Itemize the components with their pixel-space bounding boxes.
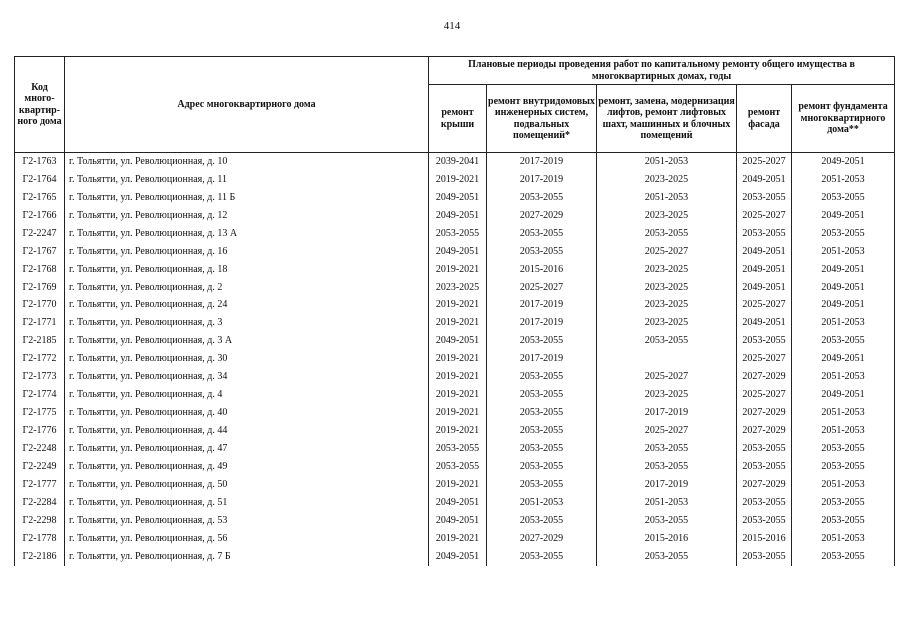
cell-foundation: 2049-2051 <box>792 207 895 225</box>
cell-code: Г2-1771 <box>15 314 65 332</box>
cell-elevators: 2051-2053 <box>597 189 737 207</box>
cell-foundation: 2051-2053 <box>792 530 895 548</box>
cell-roof: 2049-2051 <box>429 332 487 350</box>
cell-foundation: 2053-2055 <box>792 440 895 458</box>
cell-elevators: 2017-2019 <box>597 476 737 494</box>
table-row <box>15 261 895 279</box>
cell-code: Г2-2298 <box>15 512 65 530</box>
table-body <box>15 153 895 566</box>
table-row <box>15 225 895 243</box>
cell-facade: 2049-2051 <box>737 279 792 297</box>
cell-foundation: 2053-2055 <box>792 225 895 243</box>
cell-elevators: 2053-2055 <box>597 548 737 566</box>
cell-facade: 2027-2029 <box>737 368 792 386</box>
cell-engineering: 2053-2055 <box>487 332 597 350</box>
cell-roof: 2053-2055 <box>429 458 487 476</box>
cell-elevators: 2053-2055 <box>597 332 737 350</box>
cell-roof: 2023-2025 <box>429 279 487 297</box>
table-row <box>15 153 895 171</box>
cell-engineering: 2025-2027 <box>487 279 597 297</box>
cell-engineering: 2053-2055 <box>487 386 597 404</box>
cell-foundation: 2049-2051 <box>792 153 895 171</box>
cell-roof: 2019-2021 <box>429 422 487 440</box>
cell-elevators: 2023-2025 <box>597 386 737 404</box>
cell-facade: 2049-2051 <box>737 171 792 189</box>
cell-address: г. Тольятти, ул. Революционная, д. 49 <box>65 458 429 476</box>
cell-facade: 2025-2027 <box>737 350 792 368</box>
cell-engineering: 2017-2019 <box>487 171 597 189</box>
cell-engineering: 2053-2055 <box>487 368 597 386</box>
cell-code: Г2-1768 <box>15 261 65 279</box>
cell-code: Г2-1766 <box>15 207 65 225</box>
cell-elevators: 2051-2053 <box>597 153 737 171</box>
cell-roof: 2049-2051 <box>429 548 487 566</box>
cell-address: г. Тольятти, ул. Революционная, д. 34 <box>65 368 429 386</box>
table-row <box>15 350 895 368</box>
cell-facade: 2027-2029 <box>737 476 792 494</box>
cell-foundation: 2051-2053 <box>792 368 895 386</box>
table-row <box>15 494 895 512</box>
cell-facade: 2049-2051 <box>737 261 792 279</box>
cell-engineering: 2053-2055 <box>487 458 597 476</box>
cell-foundation: 2053-2055 <box>792 494 895 512</box>
table-row <box>15 530 895 548</box>
cell-engineering: 2053-2055 <box>487 422 597 440</box>
cell-foundation: 2053-2055 <box>792 458 895 476</box>
cell-roof: 2019-2021 <box>429 350 487 368</box>
cell-code: Г2-2248 <box>15 440 65 458</box>
cell-address: г. Тольятти, ул. Революционная, д. 56 <box>65 530 429 548</box>
table-row <box>15 189 895 207</box>
cell-address: г. Тольятти, ул. Революционная, д. 18 <box>65 261 429 279</box>
cell-facade: 2053-2055 <box>737 512 792 530</box>
cell-roof: 2049-2051 <box>429 243 487 261</box>
cell-engineering: 2053-2055 <box>487 225 597 243</box>
cell-foundation: 2053-2055 <box>792 332 895 350</box>
table-row <box>15 512 895 530</box>
cell-roof: 2019-2021 <box>429 386 487 404</box>
cell-facade: 2053-2055 <box>737 225 792 243</box>
cell-address: г. Тольятти, ул. Революционная, д. 2 <box>65 279 429 297</box>
cell-facade: 2025-2027 <box>737 207 792 225</box>
cell-elevators: 2023-2025 <box>597 261 737 279</box>
cell-roof: 2049-2051 <box>429 494 487 512</box>
cell-address: г. Тольятти, ул. Революционная, д. 40 <box>65 404 429 422</box>
cell-engineering: 2027-2029 <box>487 207 597 225</box>
cell-engineering: 2017-2019 <box>487 350 597 368</box>
cell-engineering: 2053-2055 <box>487 512 597 530</box>
cell-facade: 2053-2055 <box>737 332 792 350</box>
cell-engineering: 2017-2019 <box>487 297 597 315</box>
cell-foundation: 2051-2053 <box>792 314 895 332</box>
table-row <box>15 207 895 225</box>
cell-roof: 2019-2021 <box>429 171 487 189</box>
cell-address: г. Тольятти, ул. Революционная, д. 50 <box>65 476 429 494</box>
cell-roof: 2019-2021 <box>429 368 487 386</box>
cell-code: Г2-1778 <box>15 530 65 548</box>
cell-code: Г2-2284 <box>15 494 65 512</box>
cell-elevators: 2025-2027 <box>597 422 737 440</box>
cell-elevators: 2025-2027 <box>597 368 737 386</box>
cell-address: г. Тольятти, ул. Революционная, д. 3 <box>65 314 429 332</box>
cell-code: Г2-1777 <box>15 476 65 494</box>
cell-elevators: 2015-2016 <box>597 530 737 548</box>
cell-elevators <box>597 350 737 368</box>
cell-engineering: 2053-2055 <box>487 476 597 494</box>
table-header <box>15 57 895 153</box>
cell-elevators: 2017-2019 <box>597 404 737 422</box>
cell-roof: 2053-2055 <box>429 440 487 458</box>
cell-engineering: 2015-2016 <box>487 261 597 279</box>
cell-facade: 2053-2055 <box>737 458 792 476</box>
table-row <box>15 171 895 189</box>
cell-address: г. Тольятти, ул. Революционная, д. 30 <box>65 350 429 368</box>
cell-code: Г2-1772 <box>15 350 65 368</box>
table-row <box>15 422 895 440</box>
cell-foundation: 2049-2051 <box>792 386 895 404</box>
cell-code: Г2-1776 <box>15 422 65 440</box>
cell-roof: 2019-2021 <box>429 404 487 422</box>
table-row <box>15 332 895 350</box>
table-row <box>15 243 895 261</box>
cell-roof: 2019-2021 <box>429 314 487 332</box>
cell-facade: 2049-2051 <box>737 314 792 332</box>
cell-code: Г2-1773 <box>15 368 65 386</box>
header-foundation: ремонт фундамента многоквартирного дома** <box>792 85 895 153</box>
cell-elevators: 2053-2055 <box>597 458 737 476</box>
cell-address: г. Тольятти, ул. Революционная, д. 16 <box>65 243 429 261</box>
repair-schedule-table <box>14 56 895 566</box>
table-row <box>15 368 895 386</box>
table-row <box>15 297 895 315</box>
cell-facade: 2027-2029 <box>737 404 792 422</box>
table-row <box>15 440 895 458</box>
cell-address: г. Тольятти, ул. Революционная, д. 7 Б <box>65 548 429 566</box>
cell-facade: 2053-2055 <box>737 440 792 458</box>
cell-engineering: 2053-2055 <box>487 243 597 261</box>
cell-code: Г2-1774 <box>15 386 65 404</box>
cell-code: Г2-2249 <box>15 458 65 476</box>
cell-code: Г2-1765 <box>15 189 65 207</box>
cell-facade: 2027-2029 <box>737 422 792 440</box>
cell-facade: 2053-2055 <box>737 189 792 207</box>
cell-engineering: 2017-2019 <box>487 153 597 171</box>
cell-elevators: 2023-2025 <box>597 207 737 225</box>
cell-facade: 2053-2055 <box>737 494 792 512</box>
cell-foundation: 2051-2053 <box>792 404 895 422</box>
cell-foundation: 2051-2053 <box>792 243 895 261</box>
cell-roof: 2019-2021 <box>429 297 487 315</box>
cell-address: г. Тольятти, ул. Революционная, д. 51 <box>65 494 429 512</box>
cell-roof: 2049-2051 <box>429 512 487 530</box>
table-row <box>15 279 895 297</box>
cell-address: г. Тольятти, ул. Революционная, д. 11 Б <box>65 189 429 207</box>
cell-address: г. Тольятти, ул. Революционная, д. 10 <box>65 153 429 171</box>
cell-roof: 2019-2021 <box>429 261 487 279</box>
cell-code: Г2-2186 <box>15 548 65 566</box>
cell-engineering: 2053-2055 <box>487 404 597 422</box>
cell-elevators: 2023-2025 <box>597 314 737 332</box>
table-row <box>15 404 895 422</box>
cell-elevators: 2023-2025 <box>597 171 737 189</box>
cell-roof: 2019-2021 <box>429 476 487 494</box>
cell-address: г. Тольятти, ул. Революционная, д. 53 <box>65 512 429 530</box>
page-number: 414 <box>443 20 461 32</box>
cell-elevators: 2023-2025 <box>597 279 737 297</box>
cell-engineering: 2051-2053 <box>487 494 597 512</box>
cell-facade: 2025-2027 <box>737 297 792 315</box>
cell-address: г. Тольятти, ул. Революционная, д. 4 <box>65 386 429 404</box>
cell-address: г. Тольятти, ул. Революционная, д. 24 <box>65 297 429 315</box>
cell-engineering: 2053-2055 <box>487 189 597 207</box>
cell-facade: 2025-2027 <box>737 153 792 171</box>
table-row <box>15 458 895 476</box>
cell-foundation: 2051-2053 <box>792 476 895 494</box>
cell-foundation: 2051-2053 <box>792 171 895 189</box>
cell-foundation: 2049-2051 <box>792 350 895 368</box>
cell-address: г. Тольятти, ул. Революционная, д. 13 А <box>65 225 429 243</box>
cell-engineering: 2027-2029 <box>487 530 597 548</box>
cell-elevators: 2051-2053 <box>597 494 737 512</box>
cell-code: Г2-2247 <box>15 225 65 243</box>
cell-code: Г2-1769 <box>15 279 65 297</box>
cell-address: г. Тольятти, ул. Революционная, д. 44 <box>65 422 429 440</box>
table-row <box>15 548 895 566</box>
cell-roof: 2053-2055 <box>429 225 487 243</box>
cell-code: Г2-1763 <box>15 153 65 171</box>
cell-address: г. Тольятти, ул. Революционная, д. 3 А <box>65 332 429 350</box>
table-row <box>15 386 895 404</box>
cell-foundation: 2051-2053 <box>792 422 895 440</box>
cell-roof: 2019-2021 <box>429 530 487 548</box>
cell-address: г. Тольятти, ул. Революционная, д. 12 <box>65 207 429 225</box>
cell-foundation: 2049-2051 <box>792 261 895 279</box>
cell-code: Г2-1770 <box>15 297 65 315</box>
cell-engineering: 2017-2019 <box>487 314 597 332</box>
cell-facade: 2053-2055 <box>737 548 792 566</box>
header-roof: ремонт крыши <box>429 85 487 153</box>
cell-elevators: 2023-2025 <box>597 297 737 315</box>
cell-foundation: 2049-2051 <box>792 297 895 315</box>
table-row <box>15 314 895 332</box>
cell-foundation: 2053-2055 <box>792 189 895 207</box>
header-facade: ремонт фасада <box>737 85 792 153</box>
cell-engineering: 2053-2055 <box>487 440 597 458</box>
cell-foundation: 2053-2055 <box>792 548 895 566</box>
cell-foundation: 2053-2055 <box>792 512 895 530</box>
header-engineering: ремонт внутридомовых инженерных систем, подвальных помещений* <box>487 85 597 153</box>
cell-code: Г2-1767 <box>15 243 65 261</box>
cell-roof: 2049-2051 <box>429 207 487 225</box>
cell-engineering: 2053-2055 <box>487 548 597 566</box>
cell-foundation: 2049-2051 <box>792 279 895 297</box>
cell-elevators: 2025-2027 <box>597 243 737 261</box>
cell-code: Г2-1764 <box>15 171 65 189</box>
cell-roof: 2039-2041 <box>429 153 487 171</box>
cell-elevators: 2053-2055 <box>597 440 737 458</box>
cell-facade: 2049-2051 <box>737 243 792 261</box>
header-address: Адрес многоквартирного дома <box>65 57 429 153</box>
cell-elevators: 2053-2055 <box>597 225 737 243</box>
cell-code: Г2-2185 <box>15 332 65 350</box>
cell-address: г. Тольятти, ул. Революционная, д. 47 <box>65 440 429 458</box>
header-elevators: ремонт, замена, модернизация лифтов, ремонт лифтовых шахт, машинных и блочных помещений <box>597 85 737 153</box>
header-planned-periods: Плановые периоды проведения работ по капитальному ремонту общего имущества в многоквартирных домах, годы <box>429 57 895 85</box>
table-row <box>15 476 895 494</box>
cell-roof: 2049-2051 <box>429 189 487 207</box>
cell-address: г. Тольятти, ул. Революционная, д. 11 <box>65 171 429 189</box>
cell-facade: 2015-2016 <box>737 530 792 548</box>
cell-code: Г2-1775 <box>15 404 65 422</box>
header-code: Код много-квартир-ного дома <box>15 57 65 153</box>
cell-facade: 2025-2027 <box>737 386 792 404</box>
cell-elevators: 2053-2055 <box>597 512 737 530</box>
